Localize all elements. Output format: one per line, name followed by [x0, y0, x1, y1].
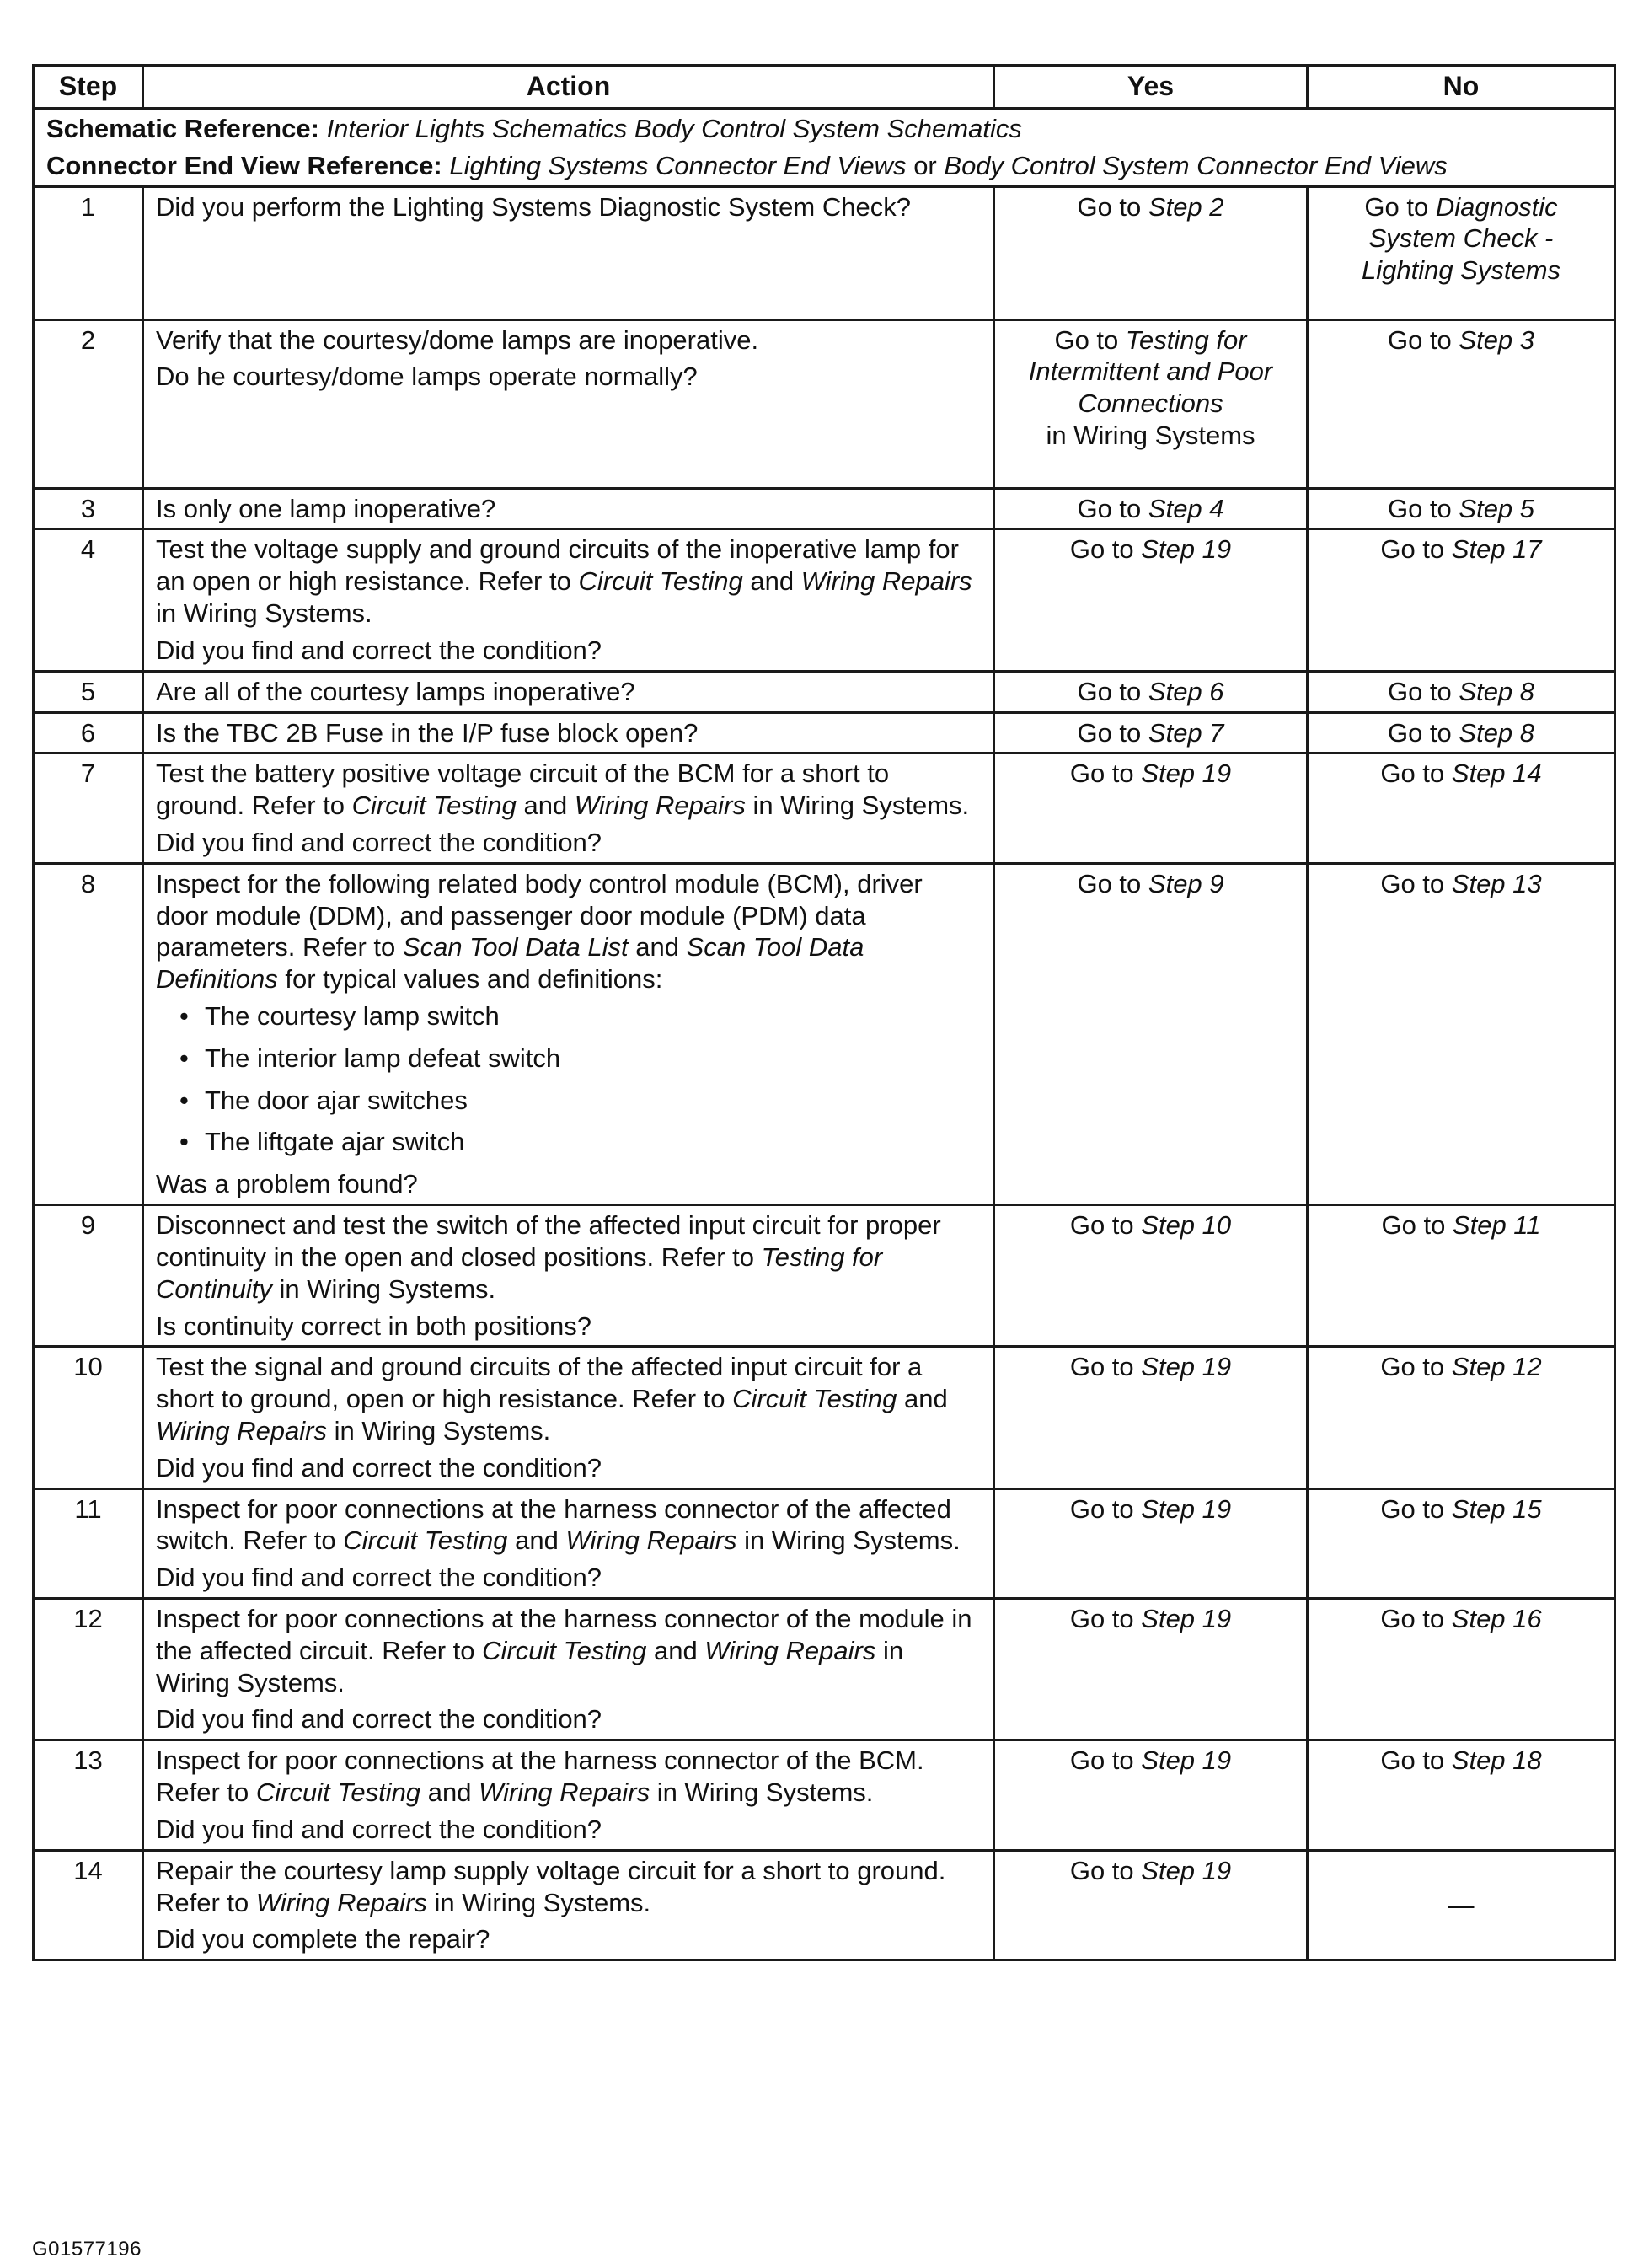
- header-yes: Yes: [994, 66, 1308, 109]
- no-cell: [1308, 1599, 1615, 1740]
- table-row: [34, 1488, 1615, 1598]
- no-prefix: Go to: [1387, 717, 1459, 748]
- action-instruction: [156, 1745, 981, 1809]
- action-cell: [143, 1850, 994, 1960]
- no-target: Step 18: [1451, 1745, 1542, 1776]
- instruction-text: in Wiring Systems.: [745, 791, 970, 821]
- action-instruction: [156, 533, 981, 629]
- action-cell: [143, 319, 994, 488]
- no-target: Step 5: [1459, 493, 1535, 523]
- action-cell: [143, 1740, 994, 1850]
- instruction-text: Test the signal and ground circuits of the affected input circuit for a short to ground, open or high resistance. Refer to: [156, 1352, 923, 1414]
- instruction-text: in Wiring Systems.: [426, 1887, 651, 1917]
- no-target: Step 12: [1451, 1352, 1542, 1382]
- reference-link: Wiring Repairs: [574, 791, 746, 821]
- connector-reference-value-2: Body Control System Connector End Views: [944, 150, 1448, 180]
- yes-target: Step 6: [1148, 676, 1224, 706]
- yes-cell: [994, 488, 1308, 529]
- no-prefix: Go to: [1381, 1210, 1453, 1241]
- reference-link: Scan Tool Data Definitions: [156, 932, 864, 995]
- instruction-text: and: [646, 1635, 705, 1665]
- step-number: 4: [34, 529, 143, 671]
- schematic-reference: [46, 113, 1602, 145]
- no-dash: —: [1448, 1890, 1475, 1920]
- reference-link: Circuit Testing: [732, 1384, 897, 1414]
- instruction-text: in Wiring Systems.: [271, 1273, 496, 1304]
- no-cell: [1308, 1850, 1615, 1960]
- no-cell: [1308, 1205, 1615, 1347]
- action-instruction: [156, 1209, 981, 1305]
- action-cell: [143, 1205, 994, 1347]
- connector-reference: [46, 150, 1602, 182]
- yes-cell: [994, 1205, 1308, 1347]
- action-cell: [143, 753, 994, 863]
- no-target: Step 14: [1451, 759, 1542, 789]
- action-cell: [143, 712, 994, 753]
- list-item: • The liftgate ajar switch: [205, 1126, 981, 1158]
- step-number: 9: [34, 1205, 143, 1347]
- no-cell: [1308, 319, 1615, 488]
- header-step: Step: [34, 66, 143, 109]
- yes-prefix: Go to: [1069, 1493, 1142, 1524]
- reference-link: Circuit Testing: [255, 1777, 421, 1808]
- action-cell: [143, 488, 994, 529]
- no-target: Step 3: [1459, 324, 1535, 355]
- instruction-text: and: [420, 1777, 479, 1808]
- action-question: Did you find and correct the condition?: [156, 827, 602, 857]
- yes-cell: [994, 1740, 1308, 1850]
- instruction-text: Disconnect and test the switch of the affected input circuit for proper continuity in the open and closed positions. Refer to: [156, 1210, 941, 1272]
- action-question: Did you find and correct the condition?: [156, 635, 602, 665]
- yes-target: Step 2: [1148, 191, 1224, 222]
- step-number: 2: [34, 319, 143, 488]
- action-cell: [143, 1347, 994, 1488]
- step-number: 8: [34, 863, 143, 1204]
- instruction-text: Test the battery positive voltage circuit of the BCM for a short to ground. Refer to: [156, 759, 890, 821]
- yes-target: Step 19: [1141, 1352, 1232, 1382]
- action-question: Is only one lamp inoperative?: [156, 493, 496, 523]
- instruction-text: in Wiring Systems.: [736, 1525, 961, 1556]
- no-target: Step 13: [1451, 868, 1542, 898]
- no-prefix: Go to: [1380, 1604, 1452, 1633]
- reference-link: Wiring Repairs: [255, 1887, 427, 1917]
- step-number: 7: [34, 753, 143, 863]
- reference-link: Wiring Repairs: [479, 1777, 650, 1808]
- reference-link: Circuit Testing: [578, 566, 743, 597]
- yes-target: Step 19: [1141, 759, 1232, 789]
- action-question: Do he courtesy/dome lamps operate normally?: [156, 362, 698, 392]
- step-number: 5: [34, 671, 143, 712]
- reference-link: Wiring Repairs: [704, 1635, 876, 1665]
- step-number: 14: [34, 1850, 143, 1960]
- action-question: Did you find and correct the condition?: [156, 1452, 602, 1483]
- action-instruction: [156, 758, 981, 822]
- reference-link: Circuit Testing: [343, 1525, 508, 1556]
- yes-target: Step 10: [1141, 1210, 1232, 1241]
- connector-reference-label: Connector End View Reference:: [46, 150, 442, 180]
- action-question: Is continuity correct in both positions?: [156, 1311, 592, 1341]
- yes-cell: [994, 1850, 1308, 1960]
- action-cell: [143, 1488, 994, 1598]
- yes-target: Step 19: [1141, 1745, 1232, 1776]
- header-no: No: [1308, 66, 1615, 109]
- yes-prefix: Go to: [1077, 493, 1148, 523]
- no-target: Step 8: [1459, 676, 1535, 706]
- yes-cell: [994, 186, 1308, 319]
- yes-target: Step 19: [1141, 534, 1232, 565]
- action-question: Did you complete the repair?: [156, 1924, 490, 1954]
- action-cell: [143, 863, 994, 1204]
- action-question: Are all of the courtesy lamps inoperative?: [156, 676, 635, 706]
- table-row: [34, 319, 1615, 488]
- reference-link: Scan Tool Data List: [402, 932, 629, 962]
- reference-link: Wiring Repairs: [800, 566, 972, 597]
- no-prefix: Go to: [1380, 534, 1452, 565]
- no-prefix: Go to: [1387, 676, 1459, 706]
- yes-prefix: Go to: [1069, 534, 1142, 565]
- yes-target: Step 4: [1148, 493, 1224, 523]
- table-row: [34, 712, 1615, 753]
- instruction-text: Inspect for poor connections at the harness connector of the affected switch. Refer to: [156, 1493, 951, 1556]
- action-instruction: [156, 1855, 981, 1919]
- no-cell: [1308, 1740, 1615, 1850]
- action-question: Did you find and correct the condition?: [156, 1704, 602, 1735]
- yes-prefix: Go to: [1077, 676, 1148, 706]
- step-number: 13: [34, 1740, 143, 1850]
- reference-link: Wiring Repairs: [565, 1525, 737, 1556]
- step-number: 10: [34, 1347, 143, 1488]
- yes-prefix: Go to: [1077, 191, 1148, 222]
- action-question: Did you find and correct the condition?: [156, 1814, 602, 1844]
- action-question: Did you find and correct the condition?: [156, 1563, 602, 1593]
- yes-prefix: Go to: [1077, 868, 1148, 898]
- instruction-text: Test the voltage supply and ground circuits of the inoperative lamp for an open or high resistance. Refer to: [156, 534, 959, 597]
- no-cell: [1308, 671, 1615, 712]
- yes-suffix: in Wiring Systems: [1046, 421, 1255, 451]
- yes-prefix: Go to: [1069, 759, 1142, 789]
- references-row: [34, 109, 1615, 187]
- reference-link: Wiring Repairs: [156, 1415, 327, 1445]
- yes-target: Step 7: [1148, 717, 1224, 748]
- action-question: Is the TBC 2B Fuse in the I/P fuse block open?: [156, 717, 699, 748]
- no-cell: [1308, 186, 1615, 319]
- instruction-text: Inspect for poor connections at the harness connector of the module in the affected circuit. Refer to: [156, 1604, 972, 1665]
- no-cell: [1308, 488, 1615, 529]
- action-cell: [143, 1599, 994, 1740]
- table-row: [34, 1599, 1615, 1740]
- yes-target: Testing for Intermittent and Poor Connections: [1028, 324, 1273, 419]
- instruction-text: in Wiring Systems.: [156, 598, 372, 629]
- table-row: [34, 1205, 1615, 1347]
- header-action: Action: [143, 66, 994, 109]
- yes-cell: [994, 1599, 1308, 1740]
- table-row: [34, 529, 1615, 671]
- yes-cell: [994, 1488, 1308, 1598]
- instruction-text: and: [742, 566, 801, 597]
- no-cell: [1308, 863, 1615, 1204]
- connector-reference-value-1: Lighting Systems Connector End Views: [449, 150, 907, 180]
- instruction-text: Inspect for poor connections at the harness connector of the BCM. Refer to: [156, 1745, 924, 1808]
- no-prefix: Go to: [1387, 493, 1459, 523]
- reference-link: Circuit Testing: [482, 1635, 647, 1665]
- yes-target: Step 19: [1141, 1855, 1232, 1885]
- table-row: [34, 863, 1615, 1204]
- action-instruction: [156, 868, 981, 995]
- table-row: [34, 1347, 1615, 1488]
- instruction-text: in Wiring Systems.: [156, 1635, 904, 1697]
- instruction-text: and: [628, 932, 687, 962]
- no-cell: [1308, 1347, 1615, 1488]
- no-target: Step 16: [1451, 1604, 1542, 1633]
- yes-cell: [994, 529, 1308, 671]
- yes-prefix: Go to: [1069, 1855, 1142, 1885]
- table-row: [34, 1850, 1615, 1960]
- yes-prefix: Go to: [1077, 717, 1148, 748]
- no-target: Step 8: [1459, 717, 1535, 748]
- action-cell: [143, 186, 994, 319]
- instruction-text: and: [516, 791, 575, 821]
- no-prefix: Go to: [1364, 191, 1436, 222]
- table-row: [34, 186, 1615, 319]
- no-cell: [1308, 753, 1615, 863]
- no-target: Step 11: [1452, 1210, 1541, 1241]
- action-instruction: [156, 1493, 981, 1558]
- yes-cell: [994, 1347, 1308, 1488]
- yes-prefix: Go to: [1069, 1604, 1142, 1633]
- diagnostic-table-sheet: [32, 64, 1614, 1961]
- connector-reference-or: or: [913, 150, 937, 180]
- yes-target: Step 19: [1141, 1493, 1232, 1524]
- instruction-text: and: [897, 1384, 948, 1414]
- action-cell: [143, 529, 994, 671]
- no-cell: [1308, 712, 1615, 753]
- no-prefix: Go to: [1380, 759, 1452, 789]
- list-item: • The courtesy lamp switch: [205, 1000, 981, 1032]
- yes-cell: [994, 319, 1308, 488]
- yes-cell: [994, 753, 1308, 863]
- yes-cell: [994, 671, 1308, 712]
- step-number: 11: [34, 1488, 143, 1598]
- no-cell: [1308, 529, 1615, 671]
- no-target: Step 15: [1451, 1493, 1542, 1524]
- table-row: [34, 488, 1615, 529]
- no-target: Step 17: [1451, 534, 1542, 565]
- schematic-reference-label: Schematic Reference:: [46, 114, 319, 143]
- yes-target: Step 19: [1141, 1604, 1232, 1633]
- reference-link: Testing for Continuity: [156, 1241, 883, 1304]
- list-item: • The door ajar switches: [205, 1085, 981, 1117]
- yes-target: Step 9: [1148, 868, 1224, 898]
- step-number: 12: [34, 1599, 143, 1740]
- table-row: [34, 753, 1615, 863]
- yes-prefix: Go to: [1069, 1352, 1142, 1382]
- no-target: Diagnostic System Check - Lighting Systems: [1361, 191, 1561, 286]
- action-question: Was a problem found?: [156, 1169, 418, 1199]
- no-prefix: Go to: [1380, 1745, 1452, 1776]
- step-number: 6: [34, 712, 143, 753]
- table-row: [34, 671, 1615, 712]
- table-header-row: [34, 66, 1615, 109]
- instruction-text: Inspect for the following related body control module (BCM), driver door module (DDM), and passenger door module (PDM) data parameters. Refer to: [156, 868, 923, 962]
- diagnostic-table: [32, 64, 1616, 1961]
- figure-id: G01577196: [32, 2238, 142, 2260]
- parameter-list: [156, 1000, 981, 1158]
- list-item: • The interior lamp defeat switch: [205, 1043, 981, 1075]
- yes-prefix: Go to: [1054, 324, 1126, 355]
- action-instruction: [156, 1603, 981, 1698]
- instruction-text: in Wiring Systems.: [327, 1415, 551, 1445]
- action-question: Did you perform the Lighting Systems Diagnostic System Check?: [156, 191, 911, 222]
- no-prefix: Go to: [1387, 324, 1459, 355]
- no-prefix: Go to: [1380, 868, 1452, 898]
- yes-cell: [994, 863, 1308, 1204]
- instruction-text: for typical values and definitions:: [277, 964, 663, 995]
- instruction-text: Repair the courtesy lamp supply voltage circuit for a short to ground. Refer to: [156, 1855, 946, 1917]
- no-cell: [1308, 1488, 1615, 1598]
- instruction-text: in Wiring Systems.: [650, 1777, 874, 1808]
- schematic-reference-value: Interior Lights Schematics Body Control System Schematics: [326, 114, 1022, 143]
- yes-prefix: Go to: [1069, 1210, 1142, 1241]
- references-cell: [34, 109, 1615, 187]
- yes-prefix: Go to: [1069, 1745, 1142, 1776]
- reference-link: Circuit Testing: [351, 791, 517, 821]
- action-cell: [143, 671, 994, 712]
- instruction-text: and: [507, 1525, 566, 1556]
- no-prefix: Go to: [1380, 1493, 1452, 1524]
- no-prefix: Go to: [1380, 1352, 1452, 1382]
- yes-cell: [994, 712, 1308, 753]
- step-number: 1: [34, 186, 143, 319]
- step-number: 3: [34, 488, 143, 529]
- action-instruction: Verify that the courtesy/dome lamps are inoperative.: [156, 324, 759, 355]
- table-row: [34, 1740, 1615, 1850]
- action-instruction: [156, 1351, 981, 1446]
